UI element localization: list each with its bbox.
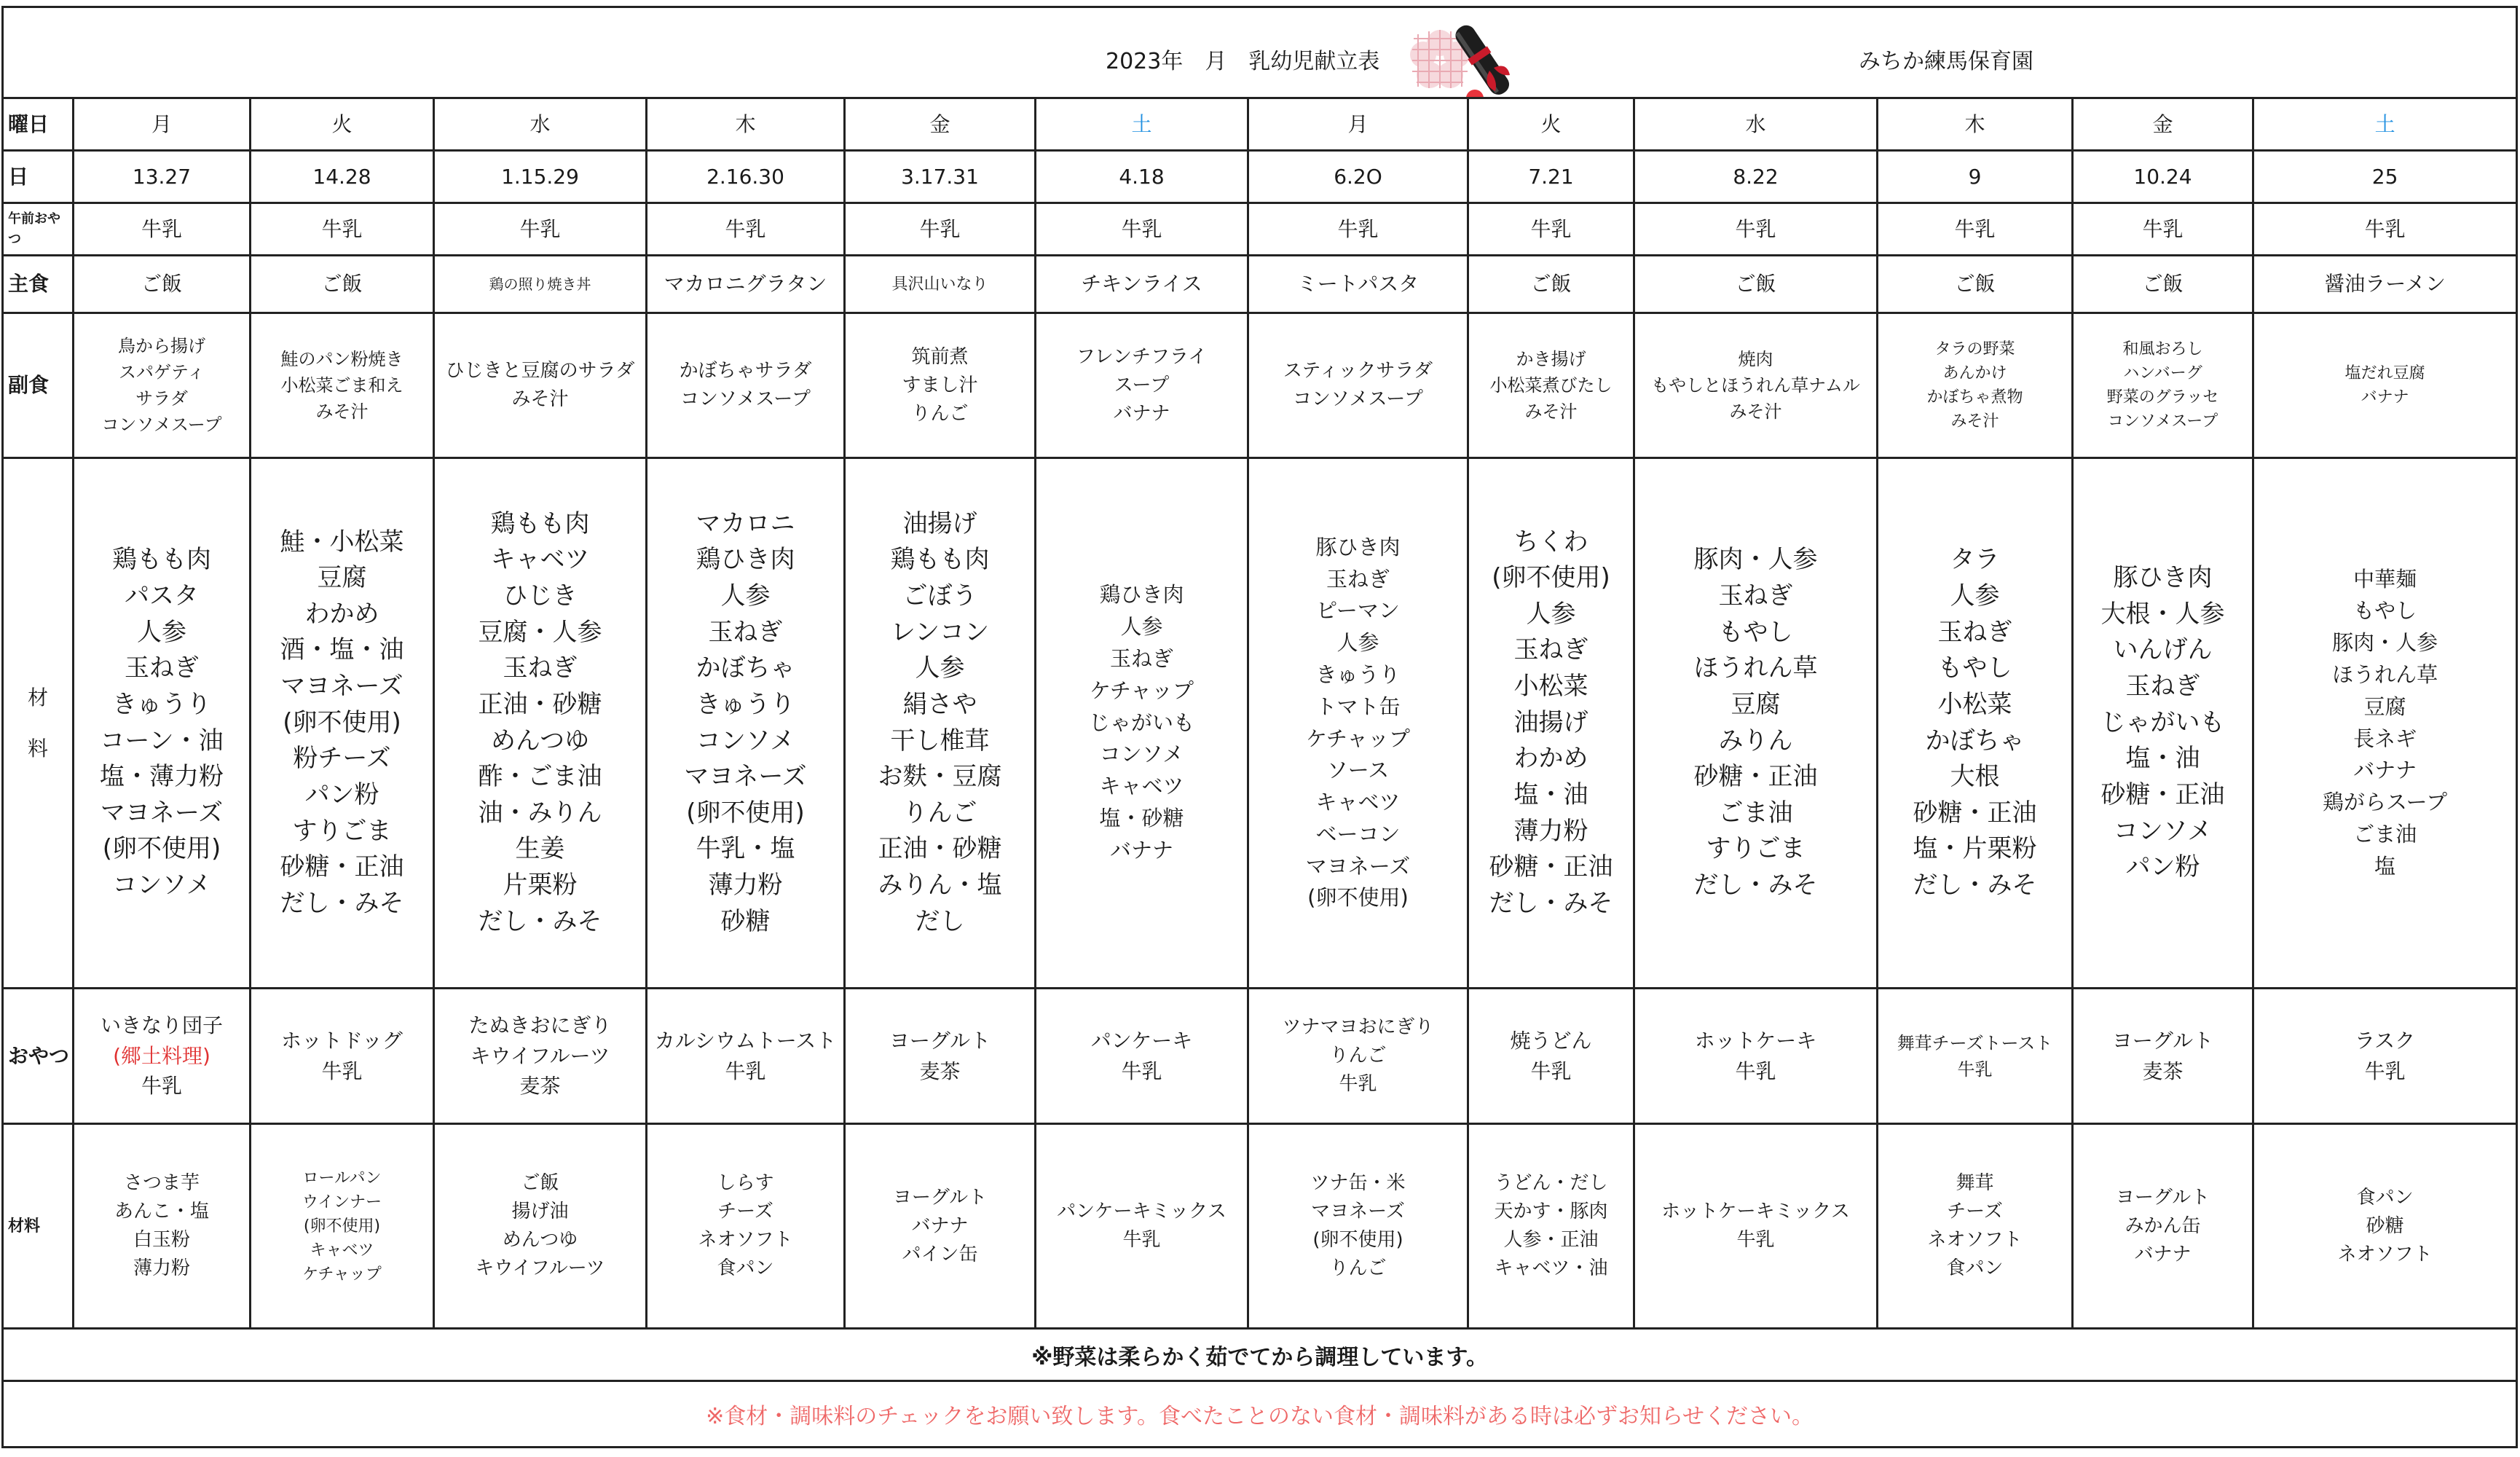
am-snack-cell: 牛乳 [2253, 203, 2517, 256]
ingredients-label: 材 料 [3, 458, 74, 989]
weekday-cell: 月 [1248, 98, 1468, 151]
snack-cell: パンケーキ 牛乳 [1036, 989, 1248, 1124]
side-dish-cell: フレンチフライ スープ バナナ [1036, 313, 1248, 458]
side-dish-cell: かき揚げ 小松菜煮びたし みそ汁 [1468, 313, 1634, 458]
snack-cell: カルシウムトースト 牛乳 [647, 989, 845, 1124]
am-snack-row [3, 203, 2517, 256]
staple-cell: ご飯 [1468, 256, 1634, 313]
date-cell: 6.2O [1248, 151, 1468, 203]
weekday-cell: 火 [251, 98, 434, 151]
weekday-cell-saturday: 土 [1036, 98, 1248, 151]
date-cell: 7.21 [1468, 151, 1634, 203]
snack-ingredients-cell: 舞茸 チーズ ネオソフト 食パン [1878, 1124, 2073, 1329]
am-snack-cell: 牛乳 [74, 203, 251, 256]
am-snack-cell: 牛乳 [1248, 203, 1468, 256]
side-dish-cell: かぼちゃサラダ コンソメスープ [647, 313, 845, 458]
am-snack-label: 午前おやつ [3, 203, 74, 256]
ingredients-cell: マカロニ 鶏ひき肉 人参 玉ねぎ かぼちゃ きゅうり コンソメ マヨネーズ (卵不使用) 牛乳・塩 薄力粉 砂糖 [647, 458, 845, 989]
snack-ingredients-cell: ヨーグルト バナナ パイン缶 [845, 1124, 1036, 1329]
am-snack-cell: 牛乳 [1634, 203, 1878, 256]
am-snack-cell: 牛乳 [2073, 203, 2253, 256]
snack-cell: 焼うどん 牛乳 [1468, 989, 1634, 1124]
date-cell: 3.17.31 [845, 151, 1036, 203]
staple-row [3, 256, 2517, 313]
scroll-flower-icon [1387, 23, 1526, 98]
am-snack-cell: 牛乳 [845, 203, 1036, 256]
weekday-cell: 金 [2073, 98, 2253, 151]
snack-cell: ホットドッグ 牛乳 [251, 989, 434, 1124]
snack-ingredients-cell: ホットケーキミックス 牛乳 [1634, 1124, 1878, 1329]
snack-cell: ラスク 牛乳 [2253, 989, 2517, 1124]
am-snack-cell: 牛乳 [1878, 203, 2073, 256]
date-cell: 9 [1878, 151, 2073, 203]
side-dish-cell: 塩だれ豆腐 バナナ [2253, 313, 2517, 458]
snack-cell: いきなり団子 (郷土料理) 牛乳 [74, 989, 251, 1124]
snack-ingredients-cell: ヨーグルト みかん缶 バナナ [2073, 1124, 2253, 1329]
ingredients-cell: 豚肉・人参 玉ねぎ もやし ほうれん草 豆腐 みりん 砂糖・正油 ごま油 すりごま だし・みそ [1634, 458, 1878, 989]
weekday-row [3, 98, 2517, 151]
ingredient-check-note: ※食材・調味料のチェックをお願い致します。食べたことのない食材・調味料がある時は必ずお知らせください。 [3, 1381, 2517, 1448]
snack-label: おやつ [3, 989, 74, 1124]
note-row [3, 1329, 2517, 1381]
staple-cell: ご飯 [2073, 256, 2253, 313]
snack-ingredients-cell: しらす チーズ ネオソフト 食パン [647, 1124, 845, 1329]
snack-cell: 舞茸チーズトースト 牛乳 [1878, 989, 2073, 1124]
weekday-cell-saturday: 土 [2253, 98, 2517, 151]
am-snack-cell: 牛乳 [647, 203, 845, 256]
snack-ingredients-cell: ロールパン ウインナー (卵不使用) キャベツ ケチャップ [251, 1124, 434, 1329]
date-row [3, 151, 2517, 203]
snack-ingredients-row [3, 1124, 2517, 1329]
ingredients-cell: 油揚げ 鶏もも肉 ごぼう レンコン 人参 絹さや 干し椎茸 お麩・豆腐 りんご 正油・砂糖 みりん・塩 だし [845, 458, 1036, 989]
staple-cell: ご飯 [251, 256, 434, 313]
snack-ingredients-cell: ご飯 揚げ油 めんつゆ キウイフルーツ [434, 1124, 647, 1329]
ingredients-cell: ちくわ (卵不使用) 人参 玉ねぎ 小松菜 油揚げ わかめ 塩・油 薄力粉 砂糖・正油 だし・みそ [1468, 458, 1634, 989]
menu-sheet [1, 6, 2516, 1457]
am-snack-cell: 牛乳 [251, 203, 434, 256]
weekday-cell: 水 [1634, 98, 1878, 151]
staple-cell: 鶏の照り焼き丼 [434, 256, 647, 313]
staple-cell: ご飯 [1878, 256, 2073, 313]
title-row [3, 7, 2517, 98]
side-dish-cell: 鮭のパン粉焼き 小松菜ごま和え みそ汁 [251, 313, 434, 458]
side-dish-cell: スティックサラダ コンソメスープ [1248, 313, 1468, 458]
staple-cell: ご飯 [74, 256, 251, 313]
menu-title: 2023年 月 乳幼児献立表 [1106, 49, 1380, 74]
weekday-cell: 木 [1878, 98, 2073, 151]
staple-cell: マカロニグラタン [647, 256, 845, 313]
ingredients-cell: 豚ひき肉 玉ねぎ ピーマン 人参 きゅうり トマト缶 ケチャップ ソース キャベツ ベーコン マヨネーズ (卵不使用) [1248, 458, 1468, 989]
snack-cell: ツナマヨおにぎり りんご 牛乳 [1248, 989, 1468, 1124]
note-row [3, 1381, 2517, 1448]
date-cell: 1.15.29 [434, 151, 647, 203]
side-dish-cell: タラの野菜 あんかけ かぼちゃ煮物 みそ汁 [1878, 313, 2073, 458]
staple-cell: 醤油ラーメン [2253, 256, 2517, 313]
date-cell: 4.18 [1036, 151, 1248, 203]
snack-ingredients-cell: さつま芋 あんこ・塩 白玉粉 薄力粉 [74, 1124, 251, 1329]
ingredients-cell: 鮭・小松菜 豆腐 わかめ 酒・塩・油 マヨネーズ (卵不使用) 粉チーズ パン粉 すりごま 砂糖・正油 だし・みそ [251, 458, 434, 989]
vegetable-note: ※野菜は柔らかく茹でてから調理しています。 [3, 1329, 2517, 1381]
am-snack-cell: 牛乳 [1036, 203, 1248, 256]
side-dish-row [3, 313, 2517, 458]
am-snack-cell: 牛乳 [434, 203, 647, 256]
date-cell: 14.28 [251, 151, 434, 203]
am-snack-cell: 牛乳 [1468, 203, 1634, 256]
snack-cell: ヨーグルト 麦茶 [2073, 989, 2253, 1124]
weekday-cell: 月 [74, 98, 251, 151]
menu-table [1, 6, 2518, 1448]
staple-cell: チキンライス [1036, 256, 1248, 313]
staple-cell: 具沢山いなり [845, 256, 1036, 313]
ingredients-cell: 鶏ひき肉 人参 玉ねぎ ケチャップ じゃがいも コンソメ キャベツ 塩・砂糖 バナナ [1036, 458, 1248, 989]
weekday-label: 曜日 [3, 98, 74, 151]
side-dish-cell: ひじきと豆腐のサラダ みそ汁 [434, 313, 647, 458]
side-dish-cell: 焼肉 もやしとほうれん草ナムル みそ汁 [1634, 313, 1878, 458]
weekday-cell: 金 [845, 98, 1036, 151]
weekday-cell: 木 [647, 98, 845, 151]
snack-ingredients-label: 材料 [3, 1124, 74, 1329]
side-dish-cell: 鳥から揚げ スパゲティ サラダ コンソメスープ [74, 313, 251, 458]
weekday-cell: 火 [1468, 98, 1634, 151]
side-dish-cell: 筑前煮 すまし汁 りんご [845, 313, 1036, 458]
staple-cell: ご飯 [1634, 256, 1878, 313]
date-cell: 8.22 [1634, 151, 1878, 203]
snack-cell: たぬきおにぎり キウイフルーツ 麦茶 [434, 989, 647, 1124]
date-cell: 10.24 [2073, 151, 2253, 203]
staple-cell: ミートパスタ [1248, 256, 1468, 313]
staple-label: 主食 [3, 256, 74, 313]
ingredients-cell: 鶏もも肉 パスタ 人参 玉ねぎ きゅうり コーン・油 塩・薄力粉 マヨネーズ (卵不使用) コンソメ [74, 458, 251, 989]
snack-cell: ホットケーキ 牛乳 [1634, 989, 1878, 1124]
snack-row [3, 989, 2517, 1124]
ingredients-cell: 中華麺 もやし 豚肉・人参 ほうれん草 豆腐 長ネギ バナナ 鶏がらスープ ごま油 塩 [2253, 458, 2517, 989]
weekday-cell: 水 [434, 98, 647, 151]
date-cell: 2.16.30 [647, 151, 845, 203]
nursery-name: みちか練馬保育園 [1859, 49, 2033, 74]
snack-ingredients-cell: パンケーキミックス 牛乳 [1036, 1124, 1248, 1329]
snack-ingredients-cell: ツナ缶・米 マヨネーズ (卵不使用) りんご [1248, 1124, 1468, 1329]
ingredients-row [3, 458, 2517, 989]
ingredients-cell: タラ 人参 玉ねぎ もやし 小松菜 かぼちゃ 大根 砂糖・正油 塩・片栗粉 だし・みそ [1878, 458, 2073, 989]
side-dish-label: 副食 [3, 313, 74, 458]
snack-ingredients-cell: うどん・だし 天かす・豚肉 人参・正油 キャベツ・油 [1468, 1124, 1634, 1329]
date-label: 日 [3, 151, 74, 203]
snack-cell: ヨーグルト 麦茶 [845, 989, 1036, 1124]
ingredients-cell: 鶏もも肉 キャベツ ひじき 豆腐・人参 玉ねぎ 正油・砂糖 めんつゆ 酢・ごま油 油・みりん 生姜 片栗粉 だし・みそ [434, 458, 647, 989]
snack-ingredients-cell: 食パン 砂糖 ネオソフト [2253, 1124, 2517, 1329]
ingredients-cell: 豚ひき肉 大根・人参 いんげん 玉ねぎ じゃがいも 塩・油 砂糖・正油 コンソメ パン粉 [2073, 458, 2253, 989]
side-dish-cell: 和風おろし ハンバーグ 野菜のグラッセ コンソメスープ [2073, 313, 2253, 458]
date-cell: 25 [2253, 151, 2517, 203]
date-cell: 13.27 [74, 151, 251, 203]
